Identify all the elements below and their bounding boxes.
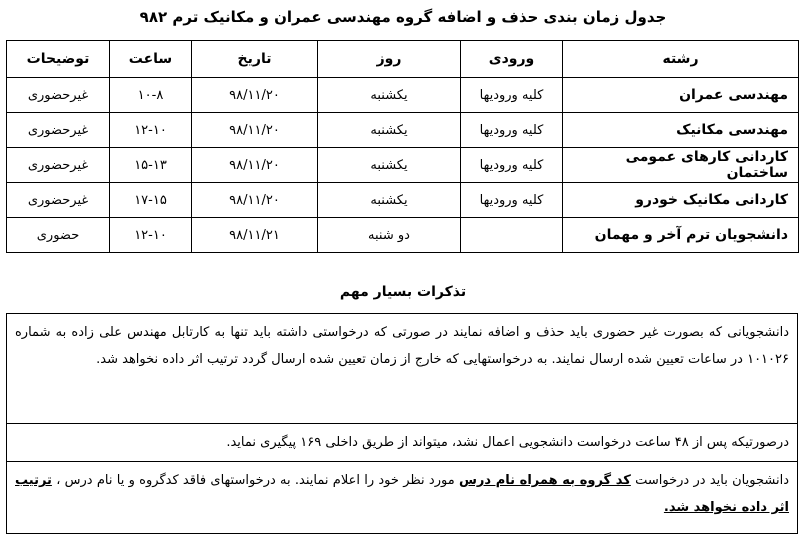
cell-desc: غیرحضوری [7, 148, 110, 183]
table-row [7, 183, 799, 218]
cell-day: یکشنبه [318, 113, 461, 148]
cell-field: کاردانی مکانیک خودرو [563, 183, 799, 218]
notes-title: تذکرات بسیار مهم [339, 284, 467, 300]
table-row [7, 113, 799, 148]
cell-desc: غیرحضوری [7, 78, 110, 113]
cell-date: ۹۸/۱۱/۲۰ [192, 78, 318, 113]
header-date: تاریخ [192, 41, 318, 78]
cell-time: ۱۵-۱۳ [110, 148, 192, 183]
cell-entry: کلیه ورودیها [461, 148, 563, 183]
note-3-emphasis-2: ترتیب اثر داده نخواهد شد. [15, 473, 789, 515]
cell-date: ۹۸/۱۱/۲۰ [192, 183, 318, 218]
header-field: رشته [563, 41, 799, 78]
cell-entry: کلیه ورودیها [461, 78, 563, 113]
cell-entry [461, 218, 563, 253]
cell-date: ۹۸/۱۱/۲۰ [192, 113, 318, 148]
notes-box [6, 313, 798, 534]
cell-entry: کلیه ورودیها [461, 183, 563, 218]
cell-day: یکشنبه [318, 148, 461, 183]
header-desc: توضیحات [7, 41, 110, 78]
cell-field: مهندسی عمران [563, 78, 799, 113]
cell-day: یکشنبه [318, 183, 461, 218]
cell-date: ۹۸/۱۱/۲۱ [192, 218, 318, 253]
cell-desc: غیرحضوری [7, 113, 110, 148]
header-time: ساعت [110, 41, 192, 78]
cell-time: ۱۲-۱۰ [110, 113, 192, 148]
note-1: دانشجویانی که بصورت غیر حضوری باید حذف و اضافه نمایند در صورتی که درخواستی داشته باید تنها به کارتابل مهندس علی زاده به شماره ۱۰۱۰۲۶ در ساعات تعیین شده ارسال نمایند. به درخواستهایی که خارج از زمان تعیین شده ارسال گردد ترتیب اثر داده نخواهد شد. [7, 314, 797, 424]
cell-field: کاردانی کارهای عمومی ساختمان [563, 148, 799, 183]
table-header-row [7, 41, 799, 78]
cell-day: دو شنبه [318, 218, 461, 253]
cell-time: ۱۰-۸ [110, 78, 192, 113]
note-3-part2: مورد نظر خود را اعلام نمایند. به درخواستهای فاقد کدگروه و یا نام درس ، [51, 473, 459, 488]
note-2: درصورتیکه پس از ۴۸ ساعت درخواست دانشجویی اعمال نشد، میتواند از طریق داخلی ۱۶۹ پیگیری نماید. [7, 424, 797, 462]
header-entry: ورودی [461, 41, 563, 78]
table-row [7, 148, 799, 183]
table-row [7, 78, 799, 113]
note-3 [7, 462, 797, 533]
cell-time: ۱۲-۱۰ [110, 218, 192, 253]
cell-field: مهندسی مکانیک [563, 113, 799, 148]
cell-desc: حضوری [7, 218, 110, 253]
page-title: جدول زمان بندی حذف و اضافه گروه مهندسی عمران و مکانیک ترم ۹۸۲ [139, 8, 667, 26]
cell-day: یکشنبه [318, 78, 461, 113]
cell-field: دانشجویان ترم آخر و مهمان [563, 218, 799, 253]
cell-date: ۹۸/۱۱/۲۰ [192, 148, 318, 183]
note-3-emphasis-1: کد گروه به همراه نام درس [458, 473, 631, 488]
cell-time: ۱۷-۱۵ [110, 183, 192, 218]
header-day: روز [318, 41, 461, 78]
table-row [7, 218, 799, 253]
cell-entry: کلیه ورودیها [461, 113, 563, 148]
schedule-table [6, 40, 799, 253]
note-3-part1: دانشجویان باید در درخواست [630, 473, 789, 488]
cell-desc: غیرحضوری [7, 183, 110, 218]
